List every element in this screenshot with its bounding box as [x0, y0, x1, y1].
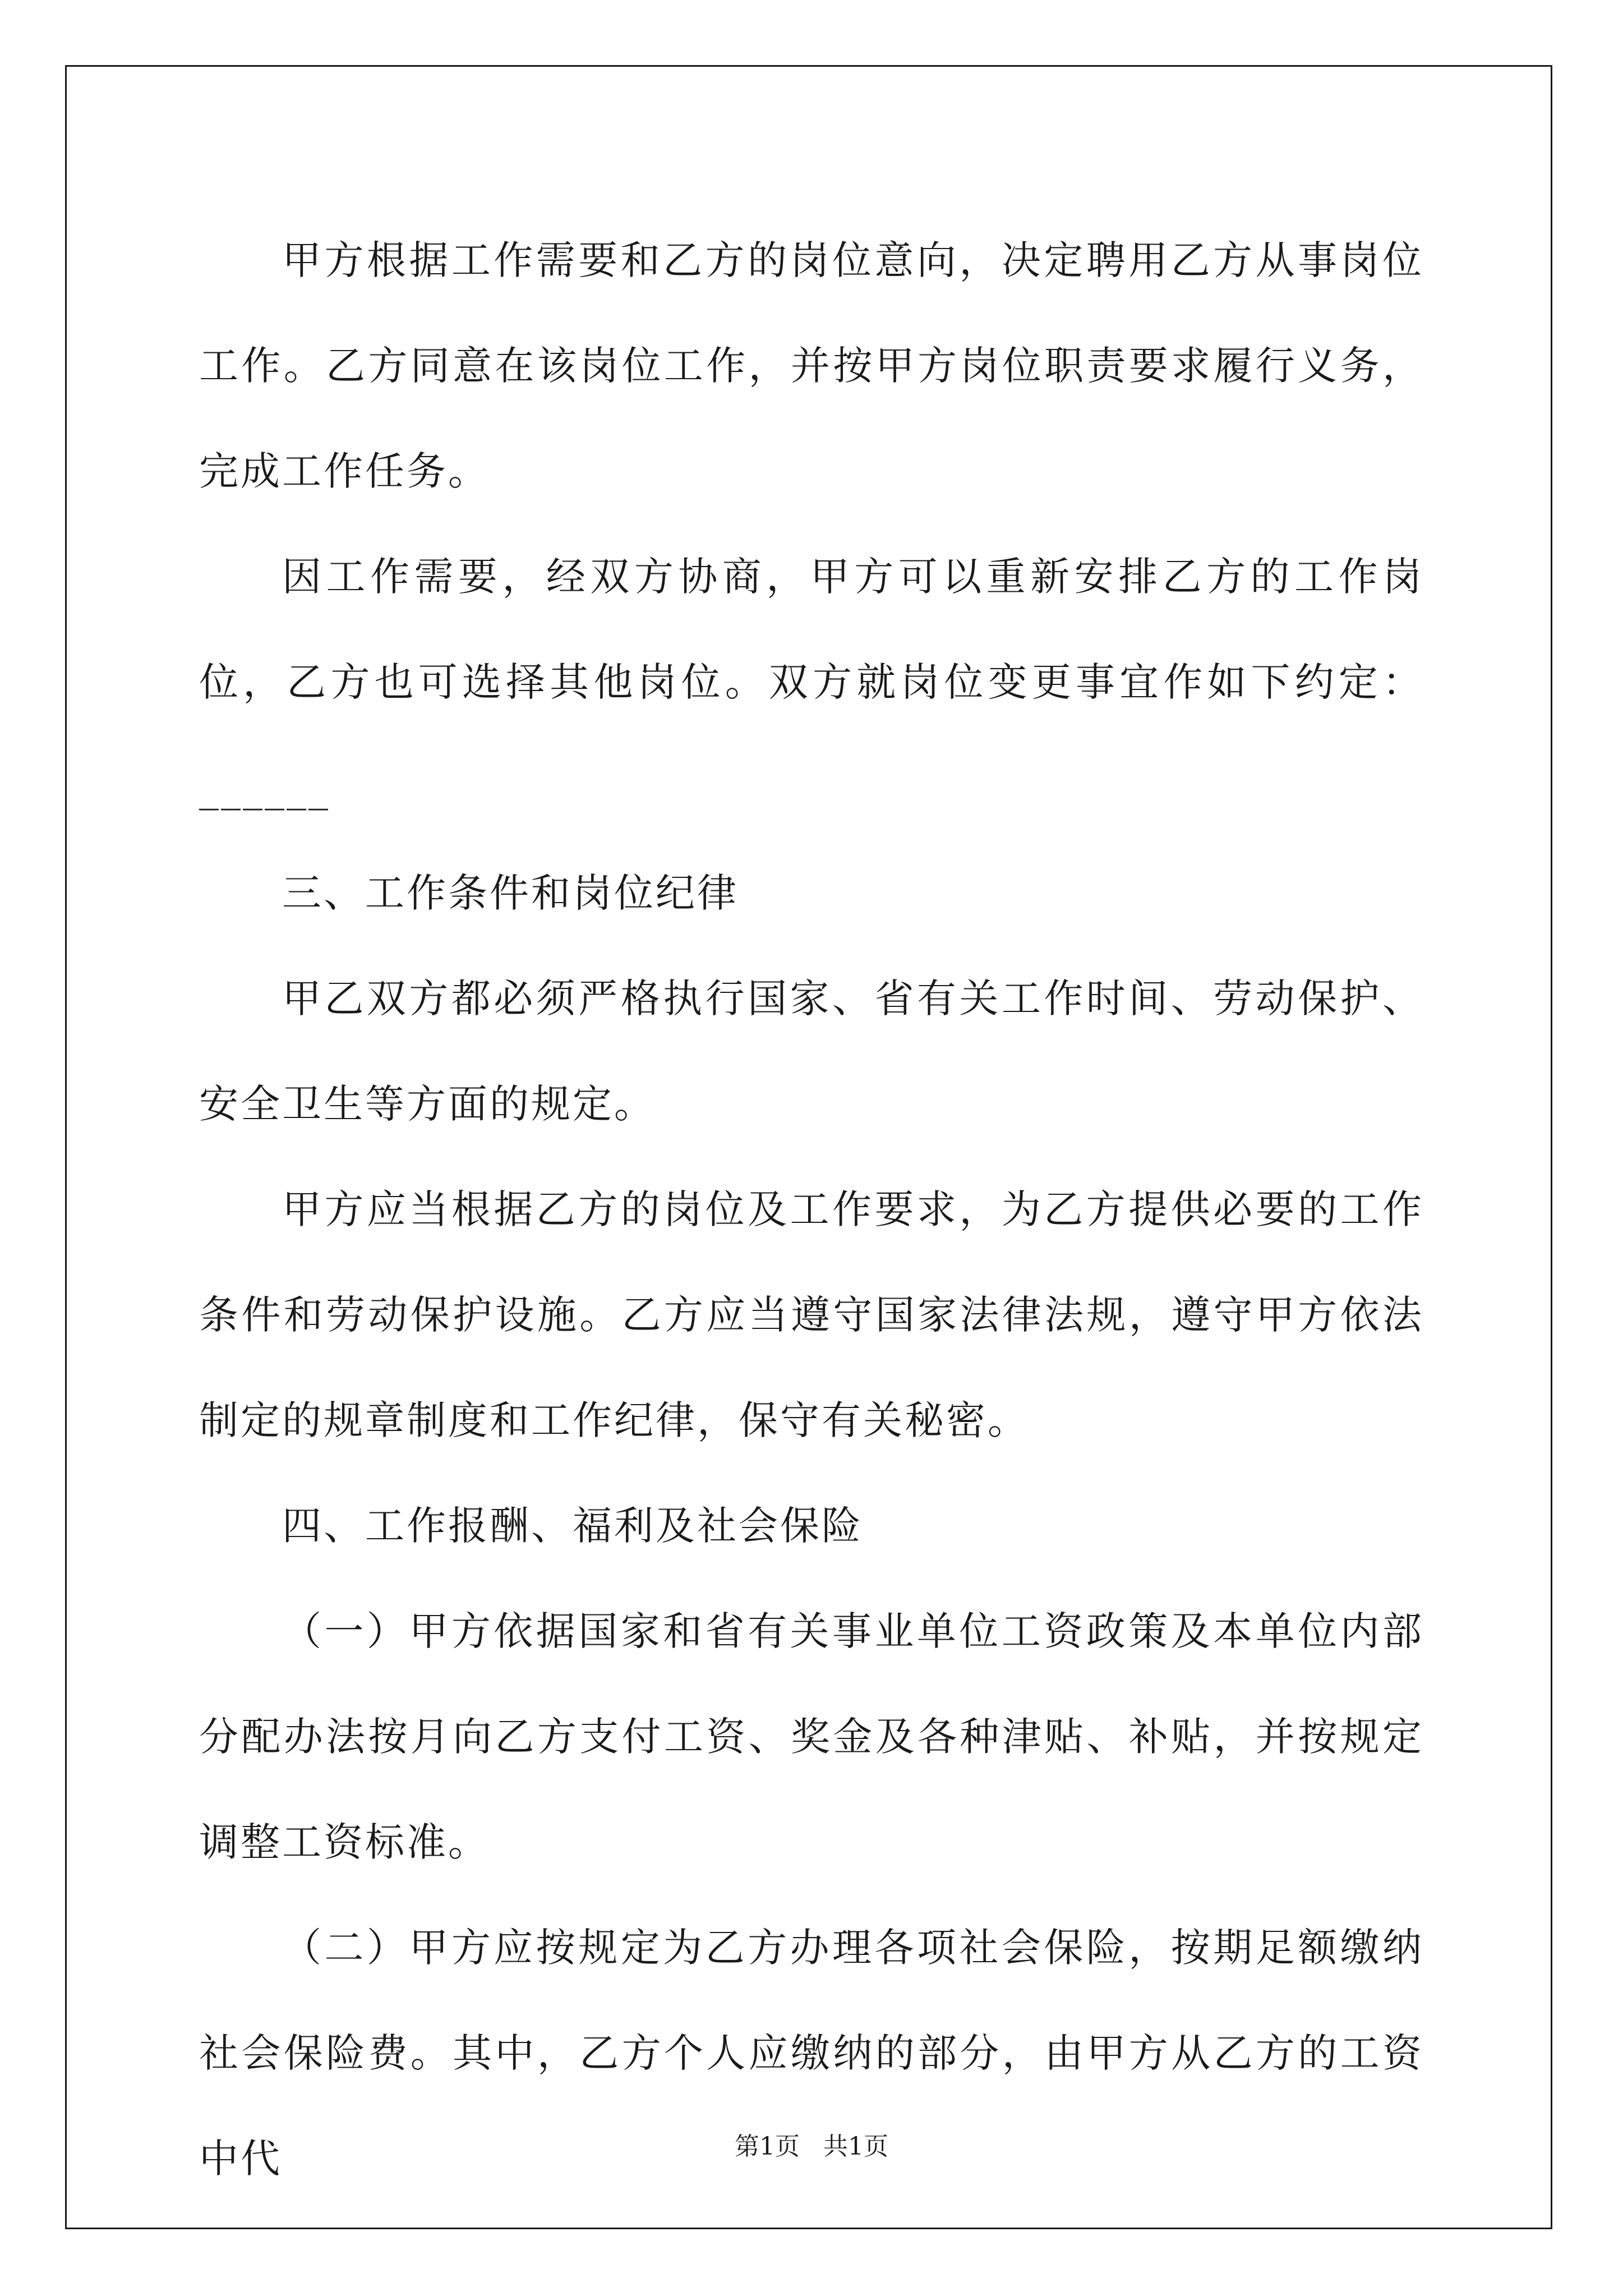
- paragraph-8: （二）甲方应按规定为乙方办理各项社会保险，按期足额缴纳社会保险费。其中，乙方个人应缴纳的部分，由甲方从乙方的工资中代: [199, 1925, 1424, 2182]
- paragraph-7: （一）甲方依据国家和省有关事业单位工资政策及本单位内部分配办法按月向乙方支付工资、奖金及各种津贴、补贴，并按规定调整工资标准。: [199, 1608, 1424, 1865]
- section-heading-3: 三、工作条件和岗位纪律: [282, 870, 739, 916]
- section-heading-4: 四、工作报酬、福利及社会保险: [282, 1503, 863, 1549]
- page-current: 第1页: [735, 2132, 800, 2161]
- document-body: [199, 208, 1424, 2211]
- page-footer: [0, 2126, 1623, 2162]
- paragraph-2: 因工作需要，经双方协商，甲方可以重新安排乙方的工作岗位，乙方也可选择其他岗位。双方就岗位变更事宜作如下约定：______: [199, 554, 1424, 811]
- paragraph-4: 甲乙双方都必须严格执行国家、省有关工作时间、劳动保护、安全卫生等方面的规定。: [199, 976, 1424, 1127]
- page-total: 共1页: [823, 2132, 888, 2161]
- paragraph-1: 甲方根据工作需要和乙方的岗位意向，决定聘用乙方从事岗位工作。乙方同意在该岗位工作，并按甲方岗位职责要求履行义务，完成工作任务。: [199, 237, 1424, 494]
- paragraph-5: 甲方应当根据乙方的岗位及工作要求，为乙方提供必要的工作条件和劳动保护设施。乙方应当遵守国家法律法规，遵守甲方依法制定的规章制度和工作纪律，保守有关秘密。: [199, 1186, 1424, 1443]
